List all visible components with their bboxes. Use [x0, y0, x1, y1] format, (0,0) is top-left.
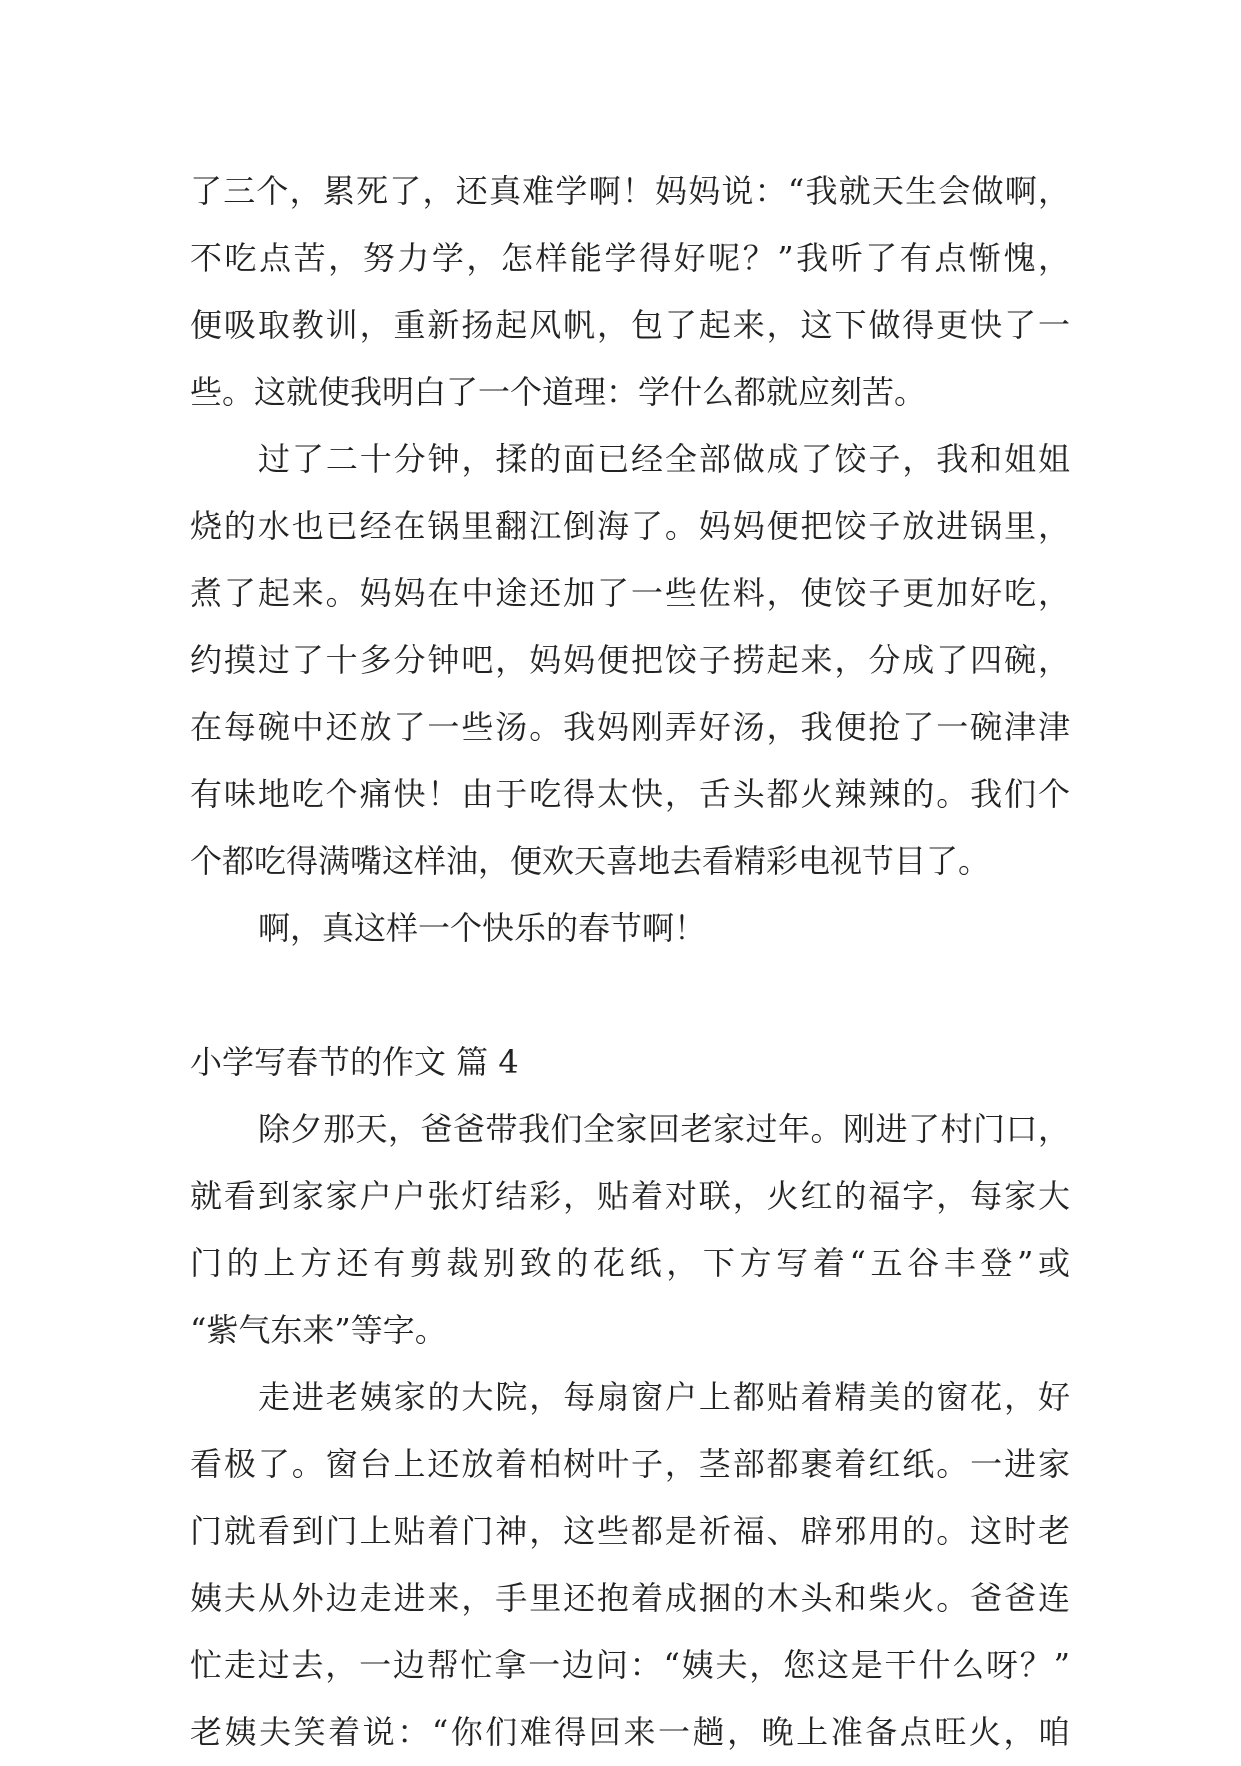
- text-line: 了三个，累死了，还真难学啊！妈妈说：“我就天生会做啊，: [190, 172, 1070, 210]
- text-line: 看极了。窗台上还放着柏树叶子，茎部都裹着红纸。一进家: [190, 1445, 1070, 1483]
- text-line: 忙走过去，一边帮忙拿一边问：“姨夫，您这是干什么呀？”: [190, 1646, 1070, 1684]
- text-line: 门的上方还有剪裁别致的花纸，下方写着“五谷丰登”或: [190, 1244, 1070, 1282]
- paragraph: [190, 895, 1070, 962]
- text-line: 约摸过了十多分钟吧，妈妈便把饺子捞起来，分成了四碗，: [190, 641, 1070, 679]
- text-line: “紫气东来”等字。: [190, 1311, 447, 1349]
- text-line: 就看到家家户户张灯结彩，贴着对联，火红的福字，每家大: [190, 1177, 1070, 1215]
- text-line: 过了二十分钟，揉的面已经全部做成了饺子，我和姐姐: [258, 440, 1070, 478]
- blank-line: [190, 962, 1070, 1029]
- text-line: 啊，真这样一个快乐的春节啊！: [258, 909, 707, 947]
- text-line: 除夕那天，爸爸带我们全家回老家过年。刚进了村门口，: [258, 1110, 1070, 1148]
- paragraph: [190, 158, 1070, 426]
- paragraph: [190, 426, 1070, 895]
- text-line: 个都吃得满嘴这样油，便欢天喜地去看精彩电视节目了。: [190, 842, 991, 880]
- paragraph: [190, 1096, 1070, 1364]
- paragraph: [190, 1364, 1070, 1766]
- text-line: 门就看到门上贴着门神，这些都是祈福、辟邪用的。这时老: [190, 1512, 1070, 1550]
- text-line: 有味地吃个痛快！由于吃得太快，舌头都火辣辣的。我们个: [190, 775, 1070, 813]
- text-line: 在每碗中还放了一些汤。我妈刚弄好汤，我便抢了一碗津津: [190, 708, 1070, 746]
- text-line: 些。这就使我明白了一个道理：学什么都就应刻苦。: [190, 373, 927, 411]
- text-line: 不吃点苦，努力学，怎样能学得好呢？”我听了有点惭愧，: [190, 239, 1070, 277]
- text-line: 便吸取教训，重新扬起风帆，包了起来，这下做得更快了一: [190, 306, 1070, 344]
- document-body: [190, 158, 1070, 1766]
- text-line: 走进老姨家的大院，每扇窗户上都贴着精美的窗花，好: [258, 1378, 1070, 1416]
- text-line: 老姨夫笑着说：“你们难得回来一趟，晚上准备点旺火，咱: [190, 1713, 1070, 1751]
- text-line: 煮了起来。妈妈在中途还加了一些佐料，使饺子更加好吃，: [190, 574, 1070, 612]
- section-heading: 小学写春节的作文 篇 4: [190, 1043, 519, 1081]
- text-line: 烧的水也已经在锅里翻江倒海了。妈妈便把饺子放进锅里，: [190, 507, 1070, 545]
- text-line: 姨夫从外边走进来，手里还抱着成捆的木头和柴火。爸爸连: [190, 1579, 1070, 1617]
